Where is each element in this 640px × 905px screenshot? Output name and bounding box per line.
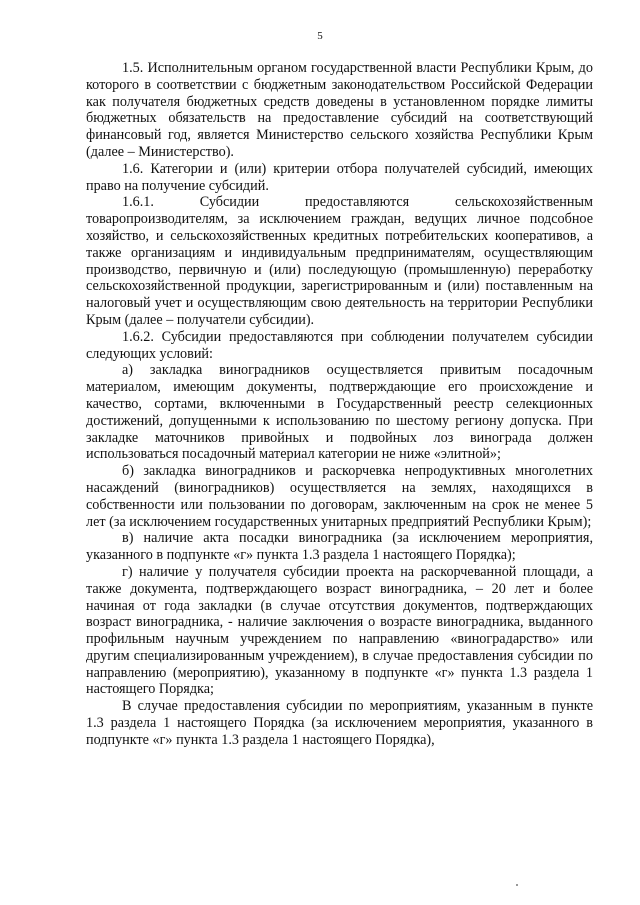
page-number: 5 (317, 30, 323, 42)
paragraph-1-6-1: 1.6.1. Субсидии предоставляются сельскохозяйственным товаропроизводителям, за исключением граждан, ведущих личное подсобное хозяйство, и сельскохозяйственных кредитных потребительских кооперативов, а также организациям и индивидуальным предпринимателям, осуществляющим производство, первичную и (или) последующую (промышленную) переработку сельскохозяйственной продукции, зарегистрированным и (или) поставленным на налоговый учет и осуществляющим свою деятельность на территории Республики Крым (далее – получатели субсидии). (86, 194, 593, 328)
condition-v: в) наличие акта посадки виноградника (за исключением мероприятия, указанного в подпункте «г» пункта 1.3 раздела 1 настоящего Порядка); (86, 530, 593, 564)
paragraph-1-5: 1.5. Исполнительным органом государственной власти Республики Крым, до которого в соответствии с бюджетным законодательством Российской Федерации как получателя бюджетных средств доведены в установленном порядке лимиты бюджетных обязательств на предоставление субсидий на соответствующий финансовый год, является Министерство сельского хозяйства Республики Крым (далее – Министерство). (86, 60, 593, 160)
condition-a: а) закладка виноградников осуществляется привитым посадочным материалом, имеющим документы, подтверждающие его происхождение и качество, сортами, включенными в Государственный реестр селекционных достижений, допущенными к использованию по шестому региону допуска. При закладке маточников привойных и подвойных лоз винограда должен использоваться посадочный материал категории не ниже «элитной»; (86, 362, 593, 463)
document-body (86, 60, 593, 749)
condition-b: б) закладка виноградников и раскорчевка непродуктивных многолетних насаждений (виноградников) осуществляется на землях, находящихся в собственности или пользовании по договорам, заключенным на срок не менее 5 лет (за исключением государственных унитарных предприятий Республики Крым); (86, 463, 593, 530)
paragraph-1-6: 1.6. Категории и (или) критерии отбора получателей субсидий, имеющих право на получение субсидий. (86, 160, 593, 194)
scan-speck (516, 884, 518, 886)
condition-g: г) наличие у получателя субсидии проекта на раскорчеванной площади, а также документа, подтверждающего возраст виноградника, – 20 лет и более начиная от года закладки (в случае отсутствия документов, подтверждающих возраст виноградника, - наличие заключения о возрасте виноградника, выданного профильным научным учреждением по направлению «виноградарство» или другим специализированным учреждением), в случае предоставления субсидии по направлению (мероприятию), указанному в подпункте «г» пункта 1.3 раздела 1 настоящего Порядка; (86, 563, 593, 698)
paragraph-1-6-2: 1.6.2. Субсидии предоставляются при соблюдении получателем субсидии следующих условий: (86, 328, 593, 362)
paragraph-continuation: В случае предоставления субсидии по мероприятиям, указанным в пункте 1.3 раздела 1 настоящего Порядка (за исключением мероприятия, указанного в подпункте «г» пункта 1.3 раздела 1 настоящего Порядка), (86, 698, 593, 748)
